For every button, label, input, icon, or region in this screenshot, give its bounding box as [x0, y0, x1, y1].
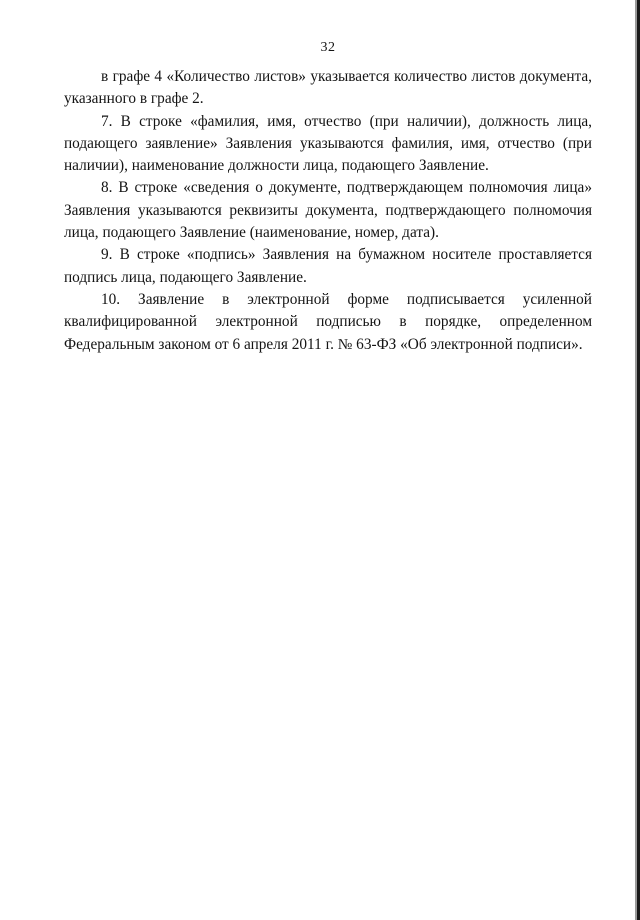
page-number: 32 [320, 40, 336, 55]
paragraph-10: 10. Заявление в электронной форме подписывается усиленной квалифицированной электронной подписью в порядке, определенном Федеральным законом от 6 апреля 2011 г. № 63-ФЗ «Об электронной подписи». [64, 290, 592, 353]
document-body [64, 66, 592, 356]
paragraph-continuation: в графе 4 «Количество листов» указывается количество листов документа, указанного в графе 2. [64, 68, 592, 108]
paragraph-9: 9. В строке «подпись» Заявления на бумажном носителе проставляется подпись лица, подающего Заявление. [64, 246, 592, 286]
paragraph-7: 7. В строке «фамилия, имя, отчество (при наличии), должность лица, подающего заявление» Заявления указываются фамилия, имя, отчество (при наличии), наименование должности лица, подающего Заявление. [64, 112, 592, 175]
paragraph-8: 8. В строке «сведения о документе, подтверждающем полномочия лица» Заявления указываются реквизиты документа, подтверждающего полномочия лица, подающего Заявление (наименование, номер, дата). [64, 179, 592, 242]
